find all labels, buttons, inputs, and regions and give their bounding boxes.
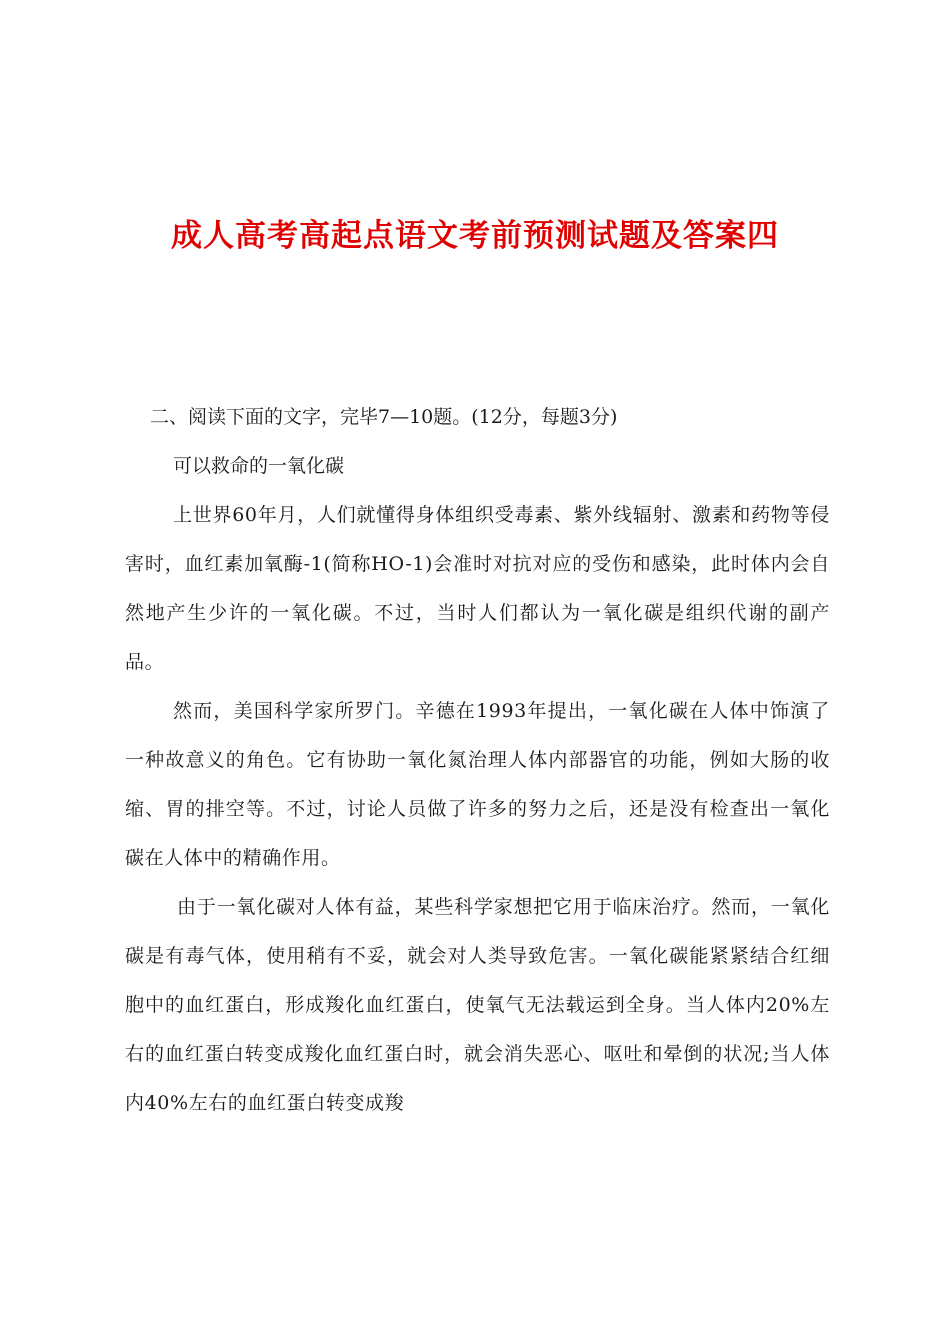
section-heading: 二、阅读下面的文字，完毕7—10题。(12分，每题3分) [150,406,618,428]
document-title: 成人高考高起点语文考前预测试题及答案四 [171,218,779,254]
paragraph-3: 由于一氧化碳对人体有益，某些科学家想把它用于临床治疗。然而，一氧化碳是有毒气体，使用稍有不妥，就会对人类导致危害。一氧化碳能紧紧结合红细胞中的血红蛋白，形成羧化血红蛋白，使氧气无法载运到全身。当人体内20%左右的血红蛋白转变成羧化血红蛋白时，就会消失恶心、呕吐和晕倒的状况;当人体内40%左右的血红蛋白转变成羧 [125,896,830,1114]
article-title: 可以救命的一氧化碳 [173,455,345,477]
document-body [125,393,830,1128]
paragraph-2: 然而，美国科学家所罗门。辛德在1993年提出，一氧化碳在人体中饰演了一种故意义的角色。它有协助一氧化氮治理人体内部器官的功能，例如大肠的收缩、胃的排空等。不过，讨论人员做了许多的努力之后，还是没有检查出一氧化碳在人体中的精确作用。 [125,700,830,869]
paragraph-1: 上世界60年月，人们就懂得身体组织受毒素、紫外线辐射、激素和药物等侵害时，血红素加氧酶-1(简称HO-1)会准时对抗对应的受伤和感染，此时体内会自然地产生少许的一氧化碳。不过，当时人们都认为一氧化碳是组织代谢的副产品。 [125,504,830,673]
